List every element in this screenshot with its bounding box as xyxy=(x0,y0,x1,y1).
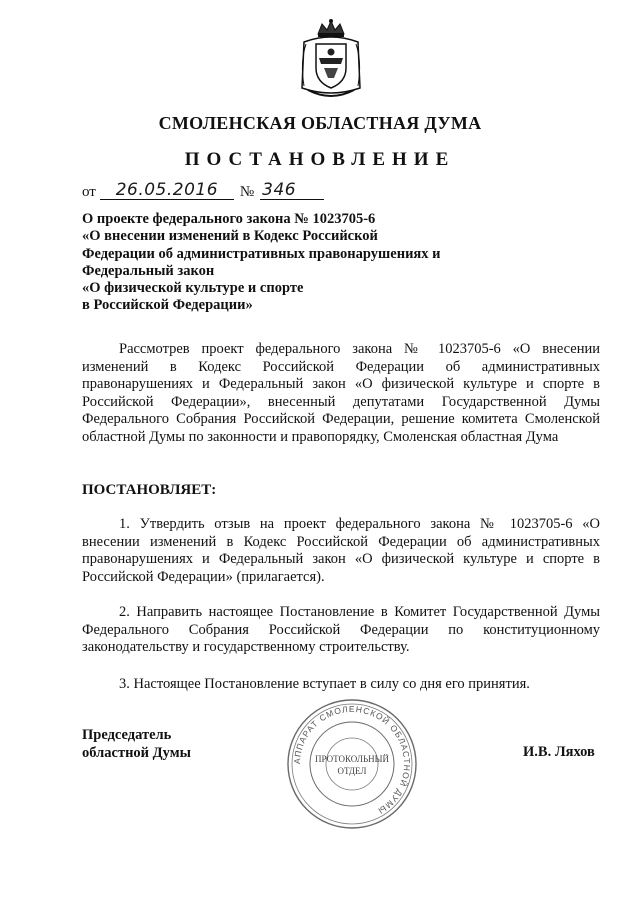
stamp-center-line-2: ОТДЕЛ xyxy=(337,766,367,776)
document-subject xyxy=(82,211,502,315)
subject-line: в Российской Федерации» xyxy=(82,297,253,314)
resolution-item-2: 2. Направить настоящее Постановление в Комитет Государственной Думы Федерального Собрания Российской Федерации по конституционному законодательству и государственному строительству. xyxy=(82,604,600,656)
stamp-center-line-1: ПРОТОКОЛЬНЫЙ xyxy=(315,754,389,764)
subject-line: О проекте федерального закона № 1023705-6 xyxy=(82,211,376,227)
subject-line: Федерации об административных правонарушениях и xyxy=(82,245,441,262)
round-seal-stamp xyxy=(284,696,420,832)
subject-line: «О физической культуре и спорте xyxy=(82,280,304,297)
document-type-heading: ПОСТАНОВЛЕНИЕ xyxy=(184,149,456,170)
signatory-title-line: областной Думы xyxy=(82,745,191,761)
date-prefix-label: от xyxy=(82,184,96,200)
number-sign-label: № xyxy=(239,184,255,200)
resolves-heading: ПОСТАНОВЛЯЕТ: xyxy=(82,482,217,498)
stamp-ring-text: АППАРАТ СМОЛЕНСКОЙ ОБЛАСТНОЙ ДУМЫ xyxy=(291,703,413,817)
handwritten-date: 26.05.2016 xyxy=(100,181,234,200)
subject-line: Федеральный закон xyxy=(82,262,215,279)
signatory-title xyxy=(82,726,191,762)
handwritten-number: 346 xyxy=(260,181,324,200)
organization-title: СМОЛЕНСКАЯ ОБЛАСТНАЯ ДУМА xyxy=(158,113,482,133)
signatory-name: И.В. Ляхов xyxy=(523,744,595,760)
preamble-paragraph: Рассмотрев проект федерального закона № 1023705-6 «О внесении изменений в Кодекс Российской Федерации об административных правонарушениях и Федеральный закон «О физической культуре и спорте в Российской Федерации», внесенный депутатами Государственной Думы Федерального Собрания Российской Федерации, решение комитета Смоленской областной Думы по законности и правопорядку, Смоленская областная Дума xyxy=(82,341,600,445)
resolution-item-3: 3. Настоящее Постановление вступает в силу со дня его принятия. xyxy=(119,676,530,692)
resolution-item-1: 1. Утвердить отзыв на проект федерального закона № 1023705-6 «О внесении изменений в Кодекс Российской Федерации об административных правонарушениях и Федеральный закон «О физической культуре и спорте в Российской Федерации» (прилагается). xyxy=(82,516,600,585)
signatory-title-line: Председатель xyxy=(82,727,172,743)
date-number-line xyxy=(82,178,324,200)
subject-line: «О внесении изменений в Кодекс Российской xyxy=(82,228,378,245)
coat-of-arms-icon xyxy=(294,18,368,100)
